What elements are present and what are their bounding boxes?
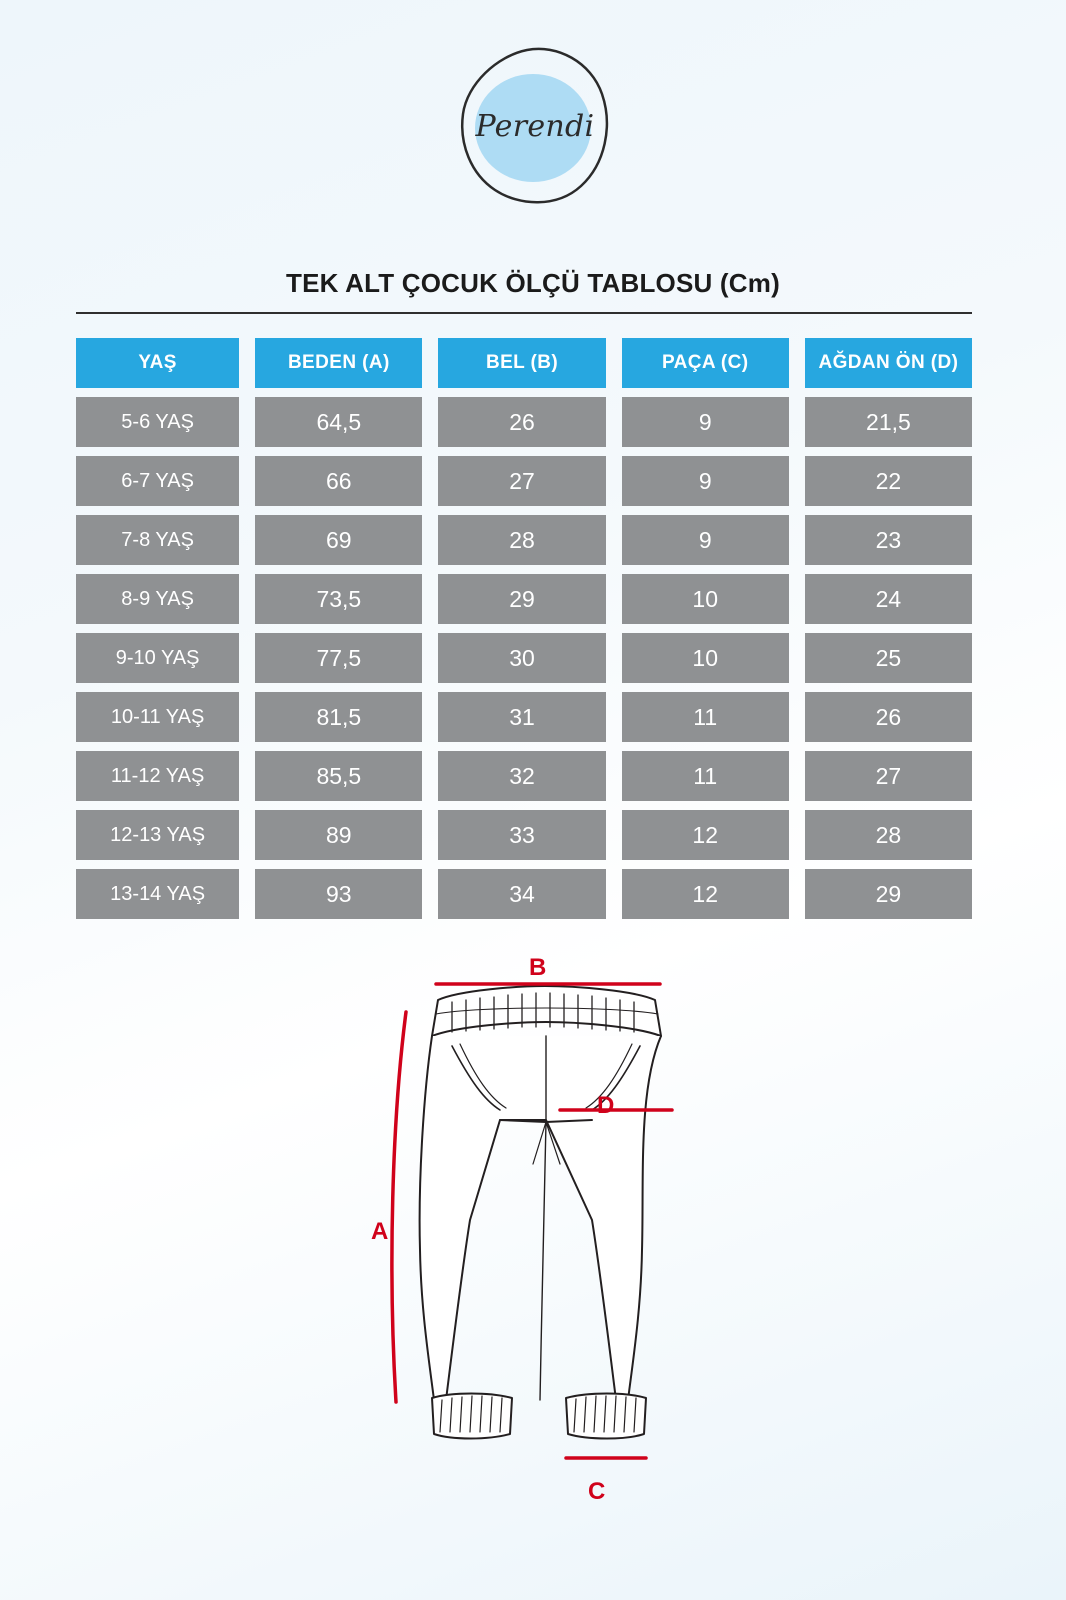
cell-agdan-on: 23 [805, 515, 972, 565]
cell-beden: 69 [255, 515, 422, 565]
table-row [76, 515, 972, 565]
cell-beden: 85,5 [255, 751, 422, 801]
cell-age: 5-6 YAŞ [76, 397, 239, 447]
cell-age: 10-11 YAŞ [76, 692, 239, 742]
cell-age: 11-12 YAŞ [76, 751, 239, 801]
measure-label-a: A [371, 1218, 389, 1245]
column-header-bel: BEL (B) [438, 338, 605, 388]
cell-bel: 27 [438, 456, 605, 506]
cell-paca: 10 [622, 633, 789, 683]
cell-beden: 93 [255, 869, 422, 919]
table-row [76, 633, 972, 683]
cell-agdan-on: 29 [805, 869, 972, 919]
size-table [76, 338, 972, 928]
cell-agdan-on: 27 [805, 751, 972, 801]
cell-bel: 30 [438, 633, 605, 683]
cell-age: 9-10 YAŞ [76, 633, 239, 683]
cell-bel: 26 [438, 397, 605, 447]
cell-beden: 89 [255, 810, 422, 860]
table-row [76, 692, 972, 742]
cell-agdan-on: 24 [805, 574, 972, 624]
logo-blob-shape [453, 46, 613, 206]
cell-bel: 33 [438, 810, 605, 860]
cell-bel: 32 [438, 751, 605, 801]
title-divider [76, 312, 972, 314]
cell-bel: 29 [438, 574, 605, 624]
table-row [76, 869, 972, 919]
column-header-beden: BEDEN (A) [255, 338, 422, 388]
cell-paca: 11 [622, 692, 789, 742]
cell-paca: 9 [622, 456, 789, 506]
table-row [76, 574, 972, 624]
cell-age: 7-8 YAŞ [76, 515, 239, 565]
cell-paca: 12 [622, 869, 789, 919]
cell-bel: 28 [438, 515, 605, 565]
cell-beden: 64,5 [255, 397, 422, 447]
cell-beden: 73,5 [255, 574, 422, 624]
cell-beden: 81,5 [255, 692, 422, 742]
logo-text: Perendi [475, 108, 595, 144]
cell-paca: 11 [622, 751, 789, 801]
cell-agdan-on: 21,5 [805, 397, 972, 447]
measure-label-d: D [597, 1092, 615, 1119]
table-row [76, 810, 972, 860]
cell-age: 13-14 YAŞ [76, 869, 239, 919]
table-row [76, 397, 972, 447]
pants-measurement-diagram [0, 940, 1066, 1540]
cell-age: 8-9 YAŞ [76, 574, 239, 624]
brand-logo [0, 46, 1066, 206]
cell-bel: 31 [438, 692, 605, 742]
cell-age: 12-13 YAŞ [76, 810, 239, 860]
cell-agdan-on: 28 [805, 810, 972, 860]
cell-beden: 77,5 [255, 633, 422, 683]
cell-agdan-on: 26 [805, 692, 972, 742]
table-header-row [76, 338, 972, 388]
column-header-paca: PAÇA (C) [622, 338, 789, 388]
cell-beden: 66 [255, 456, 422, 506]
column-header-yas: YAŞ [76, 338, 239, 388]
measure-label-b: B [529, 954, 547, 981]
measure-label-c: C [588, 1478, 606, 1505]
cell-bel: 34 [438, 869, 605, 919]
page-title: TEK ALT ÇOCUK ÖLÇÜ TABLOSU (Cm) [286, 268, 780, 298]
cell-paca: 12 [622, 810, 789, 860]
pants-illustration-icon [0, 940, 1066, 1520]
cell-age: 6-7 YAŞ [76, 456, 239, 506]
cell-paca: 9 [622, 397, 789, 447]
cell-agdan-on: 25 [805, 633, 972, 683]
cell-paca: 9 [622, 515, 789, 565]
table-row [76, 751, 972, 801]
cell-agdan-on: 22 [805, 456, 972, 506]
table-row [76, 456, 972, 506]
cell-paca: 10 [622, 574, 789, 624]
column-header-agdan-on: AĞDAN ÖN (D) [805, 338, 972, 388]
